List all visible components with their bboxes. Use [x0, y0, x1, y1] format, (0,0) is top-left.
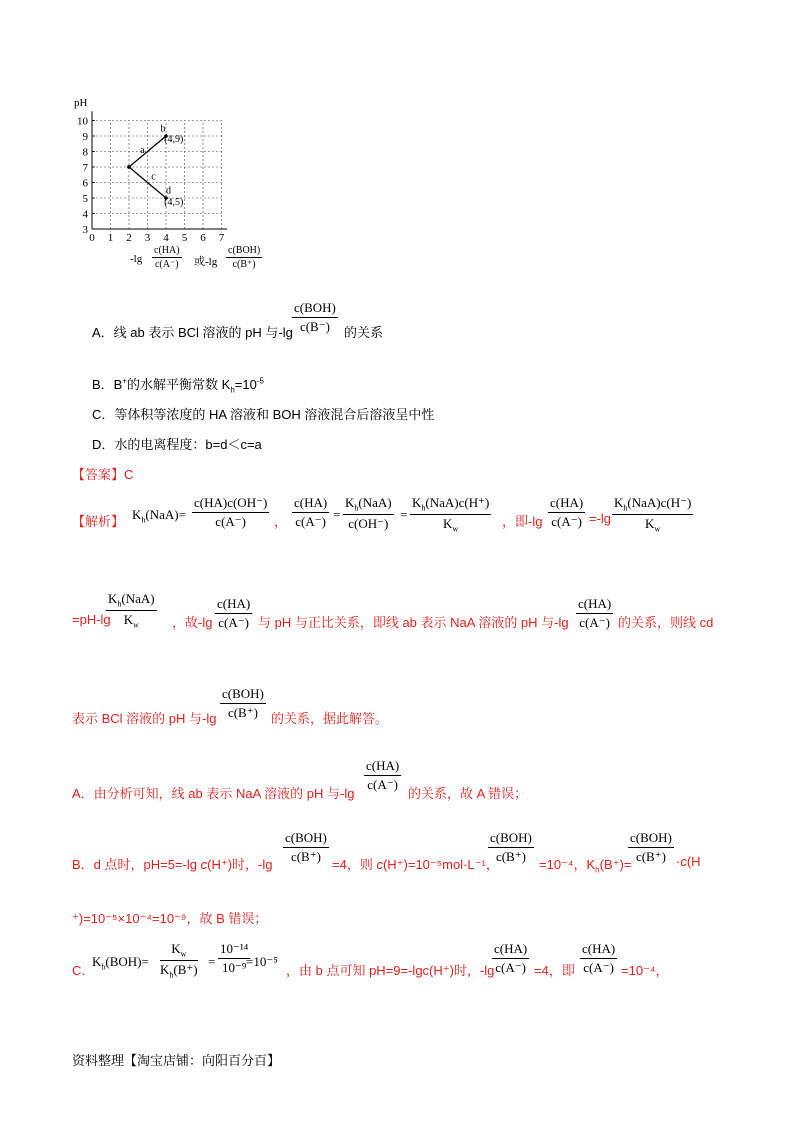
frac-9: $\frac{c(HA)}{c(A^-)}$: [578, 596, 612, 630]
frac-4: $K_h(NaA)c(H^+)$ $K_w$: [412, 495, 490, 534]
chart-annotation: b: [160, 123, 166, 135]
part-c-t3: =10⁻⁴，: [621, 963, 669, 978]
frac-8: $\frac{c(HA)}{c(A^-)}$: [217, 596, 251, 630]
eq-sign-1: =: [333, 507, 341, 522]
part-a-frac: $\frac{c(HA)}{c(A^-)}$: [366, 758, 400, 792]
analysis-t1: ，即-lg: [502, 514, 543, 529]
x-tick-label: 6: [200, 232, 206, 244]
frac-1: $\frac{c(HA)c(OH^-)}{c(A^-)}$: [194, 495, 268, 529]
part-b-mid: =4，则 c(H⁺)=10⁻⁵mol·L⁻¹，: [332, 857, 499, 872]
option-d: D．水的电离程度：b=d＜c=a: [92, 437, 262, 452]
part-a-pre: A．由分析可知，线 ab 表示 NaA 溶液的 pH 与-lg: [72, 786, 355, 801]
analysis-t4: ，故-lg: [172, 615, 213, 630]
chart-annotation: c: [151, 171, 156, 183]
part-c-eq: =: [208, 954, 216, 969]
y-axis-title: pH: [74, 97, 88, 109]
y-tick-label: 9: [82, 131, 88, 143]
y-tick-label: 5: [82, 193, 88, 205]
y-tick-label: 10: [77, 115, 88, 128]
x-tick-label: 2: [126, 232, 132, 244]
comma-1: ，: [274, 514, 288, 529]
part-b-tail: ·c(H: [676, 854, 701, 869]
kh-naa: $K_h(NaA)=$: [132, 507, 186, 525]
part-b-frac-1: c(BOH) c(B⁺): [285, 830, 327, 864]
part-c-kb: $K_b(BOH)=$: [92, 954, 149, 972]
analysis-t3: =pH-lg: [72, 612, 111, 627]
x-tick-label: 7: [218, 232, 225, 244]
part-b-line2: ⁺)=10⁻⁵×10⁻⁴=10⁻⁹，故 B 错误；: [72, 911, 268, 926]
part-c-eq2: =10⁻⁵: [246, 954, 278, 969]
y-tick-label: 4: [82, 208, 88, 221]
footer: 资料整理【淘宝店铺：向阳百分百】: [72, 1053, 281, 1068]
chart-annotation: d: [166, 185, 171, 197]
x-axis-frac-ha: $\frac{c(HA)}{c(A^-)}$: [154, 245, 180, 270]
chart-annotation: (4,9): [164, 134, 184, 146]
option-a-frac: c(BOH) c(B⁻): [294, 300, 336, 334]
y-tick-label: 6: [82, 177, 88, 190]
y-tick-label: 7: [82, 162, 88, 174]
part-b-line1: B．d 点时，pH=5=-lg c(H⁺)时，-lg: [72, 857, 273, 872]
part-b-frac-2: c(BOH) c(B⁺): [490, 830, 532, 864]
part-a-post: 的关系，故 A 错误；: [408, 786, 528, 801]
x-axis-mid: 或-lg: [194, 256, 218, 268]
x-axis-prefix: -lg: [130, 253, 143, 265]
frac-7: $K_h(NaA)$ $K_w$: [108, 591, 155, 630]
x-tick-label: 4: [163, 232, 169, 244]
option-b: B．B+的水解平衡常数 $K_h=10^{-5}$: [92, 376, 264, 395]
frac-5: $\frac{c(HA)}{c(A^-)}$: [550, 495, 584, 529]
part-c-frac-2: $\frac{\text{10⁻¹⁴}}{\text{10⁻⁹}}$: [220, 941, 249, 975]
analysis-label: 【解析】: [72, 514, 125, 529]
x-tick-label: 0: [89, 232, 95, 244]
y-tick-label: 3: [82, 224, 88, 236]
part-c-t2: =4，即: [534, 963, 575, 978]
analysis-t7: 表示 BCl 溶液的 pH 与-lg: [72, 711, 217, 726]
analysis-t5: 与 pH 与正比关系，即线 ab 表示 NaA 溶液的 pH 与-lg: [258, 615, 569, 630]
chart-annotation: (4,5): [164, 196, 184, 208]
part-c-frac-3: $\frac{c(HA)}{c(A^-)}$: [494, 941, 528, 975]
part-c-t1: ，由 b 点可知 pH=9=-lgc(H⁺)时，-lg: [286, 963, 495, 978]
answer: 【答案】C: [72, 467, 134, 482]
part-c-frac-1: $\frac{K_w}{K_h(B^+)}$: [160, 941, 198, 980]
analysis-t8: 的关系，据此解答。: [271, 711, 389, 726]
option-a: A．线 ab 表示 BCl 溶液的 pH 与-lg c(BOH) c(B⁻) 的关系: [92, 300, 384, 340]
part-c-frac-4: $\frac{c(HA)}{c(A^-)}$: [582, 941, 616, 975]
frac-10: c(BOH) c(B⁺): [222, 686, 264, 720]
analysis-t6: 的关系，则线 cd: [618, 615, 714, 630]
analysis-t2: =-lg: [589, 511, 612, 526]
frac-2: $\frac{c(HA)}{c(A^-)}$: [294, 495, 328, 529]
part-b-kh: =10⁻⁴，$K_h(B^+)=$: [539, 857, 632, 875]
series-point: [127, 165, 131, 169]
x-tick-label: 3: [144, 232, 151, 244]
frac-6: $K_h(NaA)c(H^-)$ $K_w$: [614, 495, 692, 534]
option-c: C．等体积等浓度的 HA 溶液和 BOH 溶液混合后溶液呈中性: [92, 407, 435, 422]
part-b-frac-3: c(BOH) c(B⁺): [630, 830, 672, 864]
y-tick-label: 8: [82, 146, 88, 159]
part-c-label: C．: [72, 963, 95, 978]
x-tick-label: 1: [107, 232, 114, 244]
chart-annotation: a: [140, 145, 145, 157]
eq-sign-2: =: [400, 507, 408, 522]
x-axis-frac-boh: c(BOH) c(B⁺): [228, 245, 261, 270]
frac-3: $K_h(NaA)$ c(OH⁻): [345, 495, 392, 531]
x-tick-label: 5: [181, 232, 188, 244]
